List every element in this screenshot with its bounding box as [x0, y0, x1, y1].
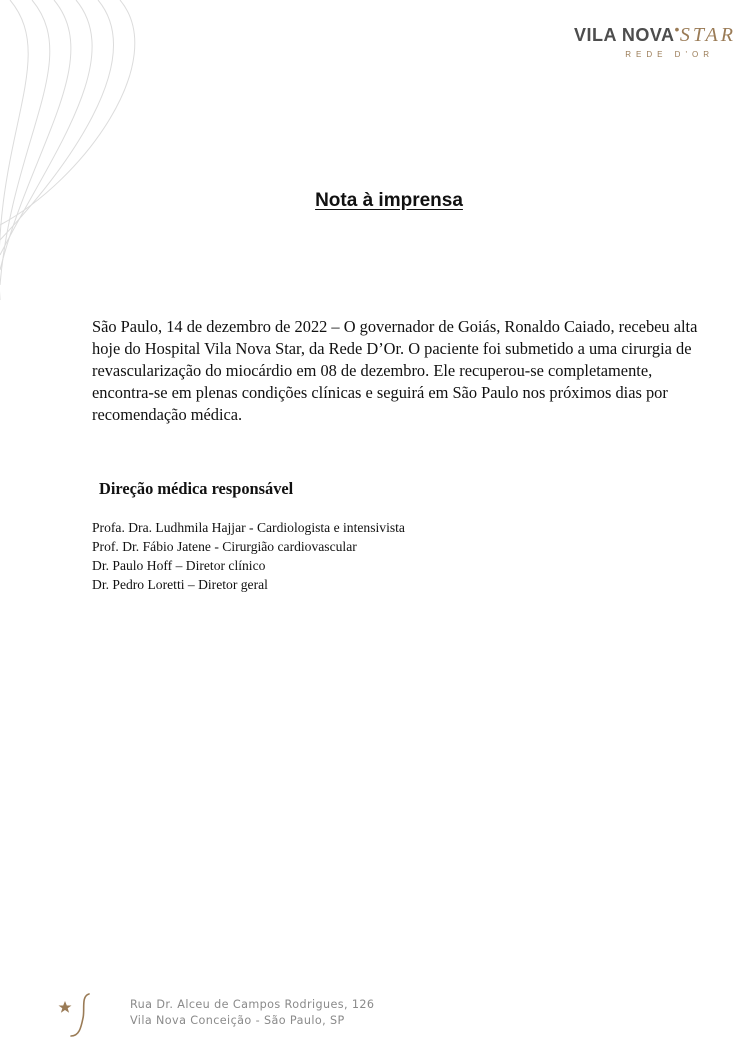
footer-address	[130, 997, 374, 1029]
address-city: Vila Nova Conceição - São Paulo, SP	[130, 1014, 345, 1027]
team-member: Dr. Pedro Loretti – Diretor geral	[92, 577, 268, 592]
press-release-body: São Paulo, 14 de dezembro de 2022 – O governador de Goiás, Ronaldo Caiado, recebeu alta hoje do Hospital Vila Nova Star, da Rede D’Or. O paciente foi submetido a uma cirurgia de revascularização do miocárdio em 08 de dezembro. Ele recuperou-se completamente, encontra-se em plenas condições clínicas e seguirá em São Paulo nos próximos dias por recomendação médica.	[92, 317, 698, 424]
logo-wordmark	[546, 16, 736, 48]
logo-brand-text: VILA NOVA	[574, 25, 675, 45]
star-logo-icon	[55, 990, 105, 1040]
document-title	[0, 190, 750, 212]
medical-direction-heading: Direção médica responsável	[99, 479, 294, 498]
decorative-wave-lines	[0, 0, 150, 300]
logo-star-dot: •	[674, 21, 680, 37]
address-street: Rua Dr. Alceu de Campos Rodrigues, 126	[130, 998, 375, 1011]
team-member: Dr. Paulo Hoff – Diretor clínico	[92, 558, 266, 573]
logo-star-text: STAR	[679, 24, 736, 46]
vila-nova-star-logo	[546, 16, 736, 59]
medical-team-list	[92, 518, 405, 594]
document-title-text: Nota à imprensa	[315, 190, 463, 211]
team-member: Profa. Dra. Ludhmila Hajjar - Cardiologista e intensivista	[92, 520, 405, 535]
logo-network-text: REDE D'OR	[625, 50, 714, 59]
team-member: Prof. Dr. Fábio Jatene - Cirurgião cardiovascular	[92, 539, 357, 554]
